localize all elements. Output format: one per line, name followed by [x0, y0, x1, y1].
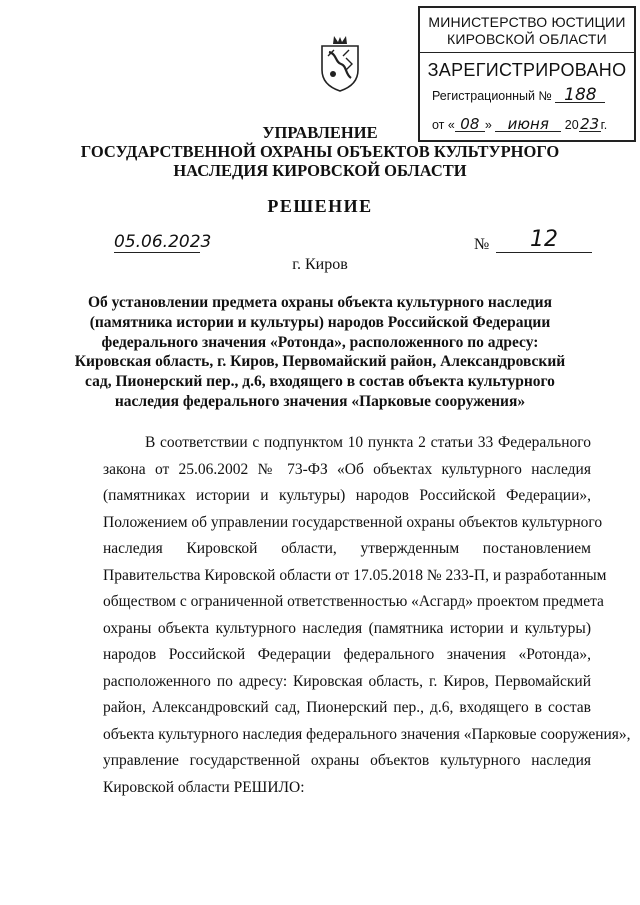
- stamp-reg-number: 188: [555, 88, 605, 103]
- body-line: закона от 25.06.2002 № 73-ФЗ «Об объектах культурного наследия: [103, 460, 591, 478]
- stamp-date-suffix: г.: [600, 118, 608, 132]
- header-line3: НАСЛЕДИЯ КИРОВСКОЙ ОБЛАСТИ: [173, 161, 467, 180]
- body-line: район, Александровский сад, Пионерский пер., д.6, входящего в состав: [103, 699, 591, 716]
- body-line: (памятниках истории и культуры) народов Российской Федерации»,: [103, 487, 591, 504]
- title-line: Об установлении предмета охраны объекта культурного наследия: [87, 294, 552, 311]
- stamp-reg-label: Регистрационный №: [432, 89, 552, 103]
- stamp-ministry: [420, 14, 634, 48]
- body-line: расположенного по адресу: Кировская область, г. Киров, Первомайский: [103, 672, 591, 690]
- stamp-date-mid: »: [484, 118, 492, 132]
- stamp-ministry-line2: КИРОВСКОЙ ОБЛАСТИ: [447, 31, 607, 47]
- body-line: В соответствии с подпунктом 10 пункта 2 статьи 33 Федерального: [145, 434, 591, 451]
- body-line: объекта культурного наследия федерального значения «Парковые сооружения»,: [103, 725, 631, 743]
- body-line: Кировской области РЕШИЛО:: [103, 778, 305, 796]
- document-date: 05.06.2023: [114, 232, 212, 252]
- registration-stamp: [418, 6, 636, 142]
- stamp-registered: ЗАРЕГИСТРИРОВАНО: [427, 60, 627, 80]
- stamp-date-year: 23: [580, 115, 600, 133]
- body-line: народов Российской Федерации федерального значения «Ротонда»,: [103, 646, 591, 663]
- stamp-reg-line: [432, 85, 605, 105]
- title-line: Кировская область, г. Киров, Первомайский район, Александровский: [74, 353, 566, 371]
- body-line: наследия Кировской области, утвержденным постановлением: [103, 540, 591, 557]
- body-line: управление государственной охраны объектов культурного наследия: [103, 752, 591, 769]
- header-line2: ГОСУДАРСТВЕННОЙ ОХРАНЫ ОБЪЕКТОВ КУЛЬТУРНОГО: [80, 142, 560, 161]
- title-line: федерального значения «Ротонда», расположенного по адресу:: [101, 333, 539, 351]
- stamp-date-year-prefix: 20: [564, 118, 579, 132]
- document-number: 12: [496, 228, 592, 253]
- stamp-ministry-line1: МИНИСТЕРСТВО ЮСТИЦИИ: [428, 14, 626, 30]
- decision-title: [60, 293, 580, 412]
- body-paragraph: [103, 430, 631, 801]
- stamp-date-day: 08: [455, 118, 485, 132]
- body-line: Положением об управлении государственной охраны объектов культурного: [103, 513, 603, 531]
- body-line: охраны объекта культурного наследия (памятника истории и культуры): [103, 619, 591, 637]
- header-line1: УПРАВЛЕНИЕ: [262, 123, 378, 142]
- body-line: обществом с ограниченной ответственностью «Асгард» проектом предмета: [103, 593, 604, 610]
- coat-of-arms-icon: [319, 34, 361, 92]
- title-line: наследия федерального значения «Парковые сооружения»: [114, 392, 526, 410]
- stamp-divider: [420, 52, 634, 53]
- stamp-date-month: июня: [495, 118, 561, 132]
- body-line: Правительства Кировской области от 17.05.2018 № 233-П, и разработанным: [103, 566, 607, 584]
- stamp-date-prefix: от «: [432, 118, 455, 132]
- title-line: сад, Пионерский пер., д.6, входящего в состав объекта культурного: [85, 373, 555, 391]
- city: г. Киров: [292, 256, 348, 273]
- number-label: №: [474, 236, 490, 253]
- document-type-title: РЕШЕНИЕ: [267, 196, 373, 216]
- title-line: (памятника истории и культуры) народов Российской Федерации: [89, 313, 551, 331]
- organization-header: [0, 123, 640, 180]
